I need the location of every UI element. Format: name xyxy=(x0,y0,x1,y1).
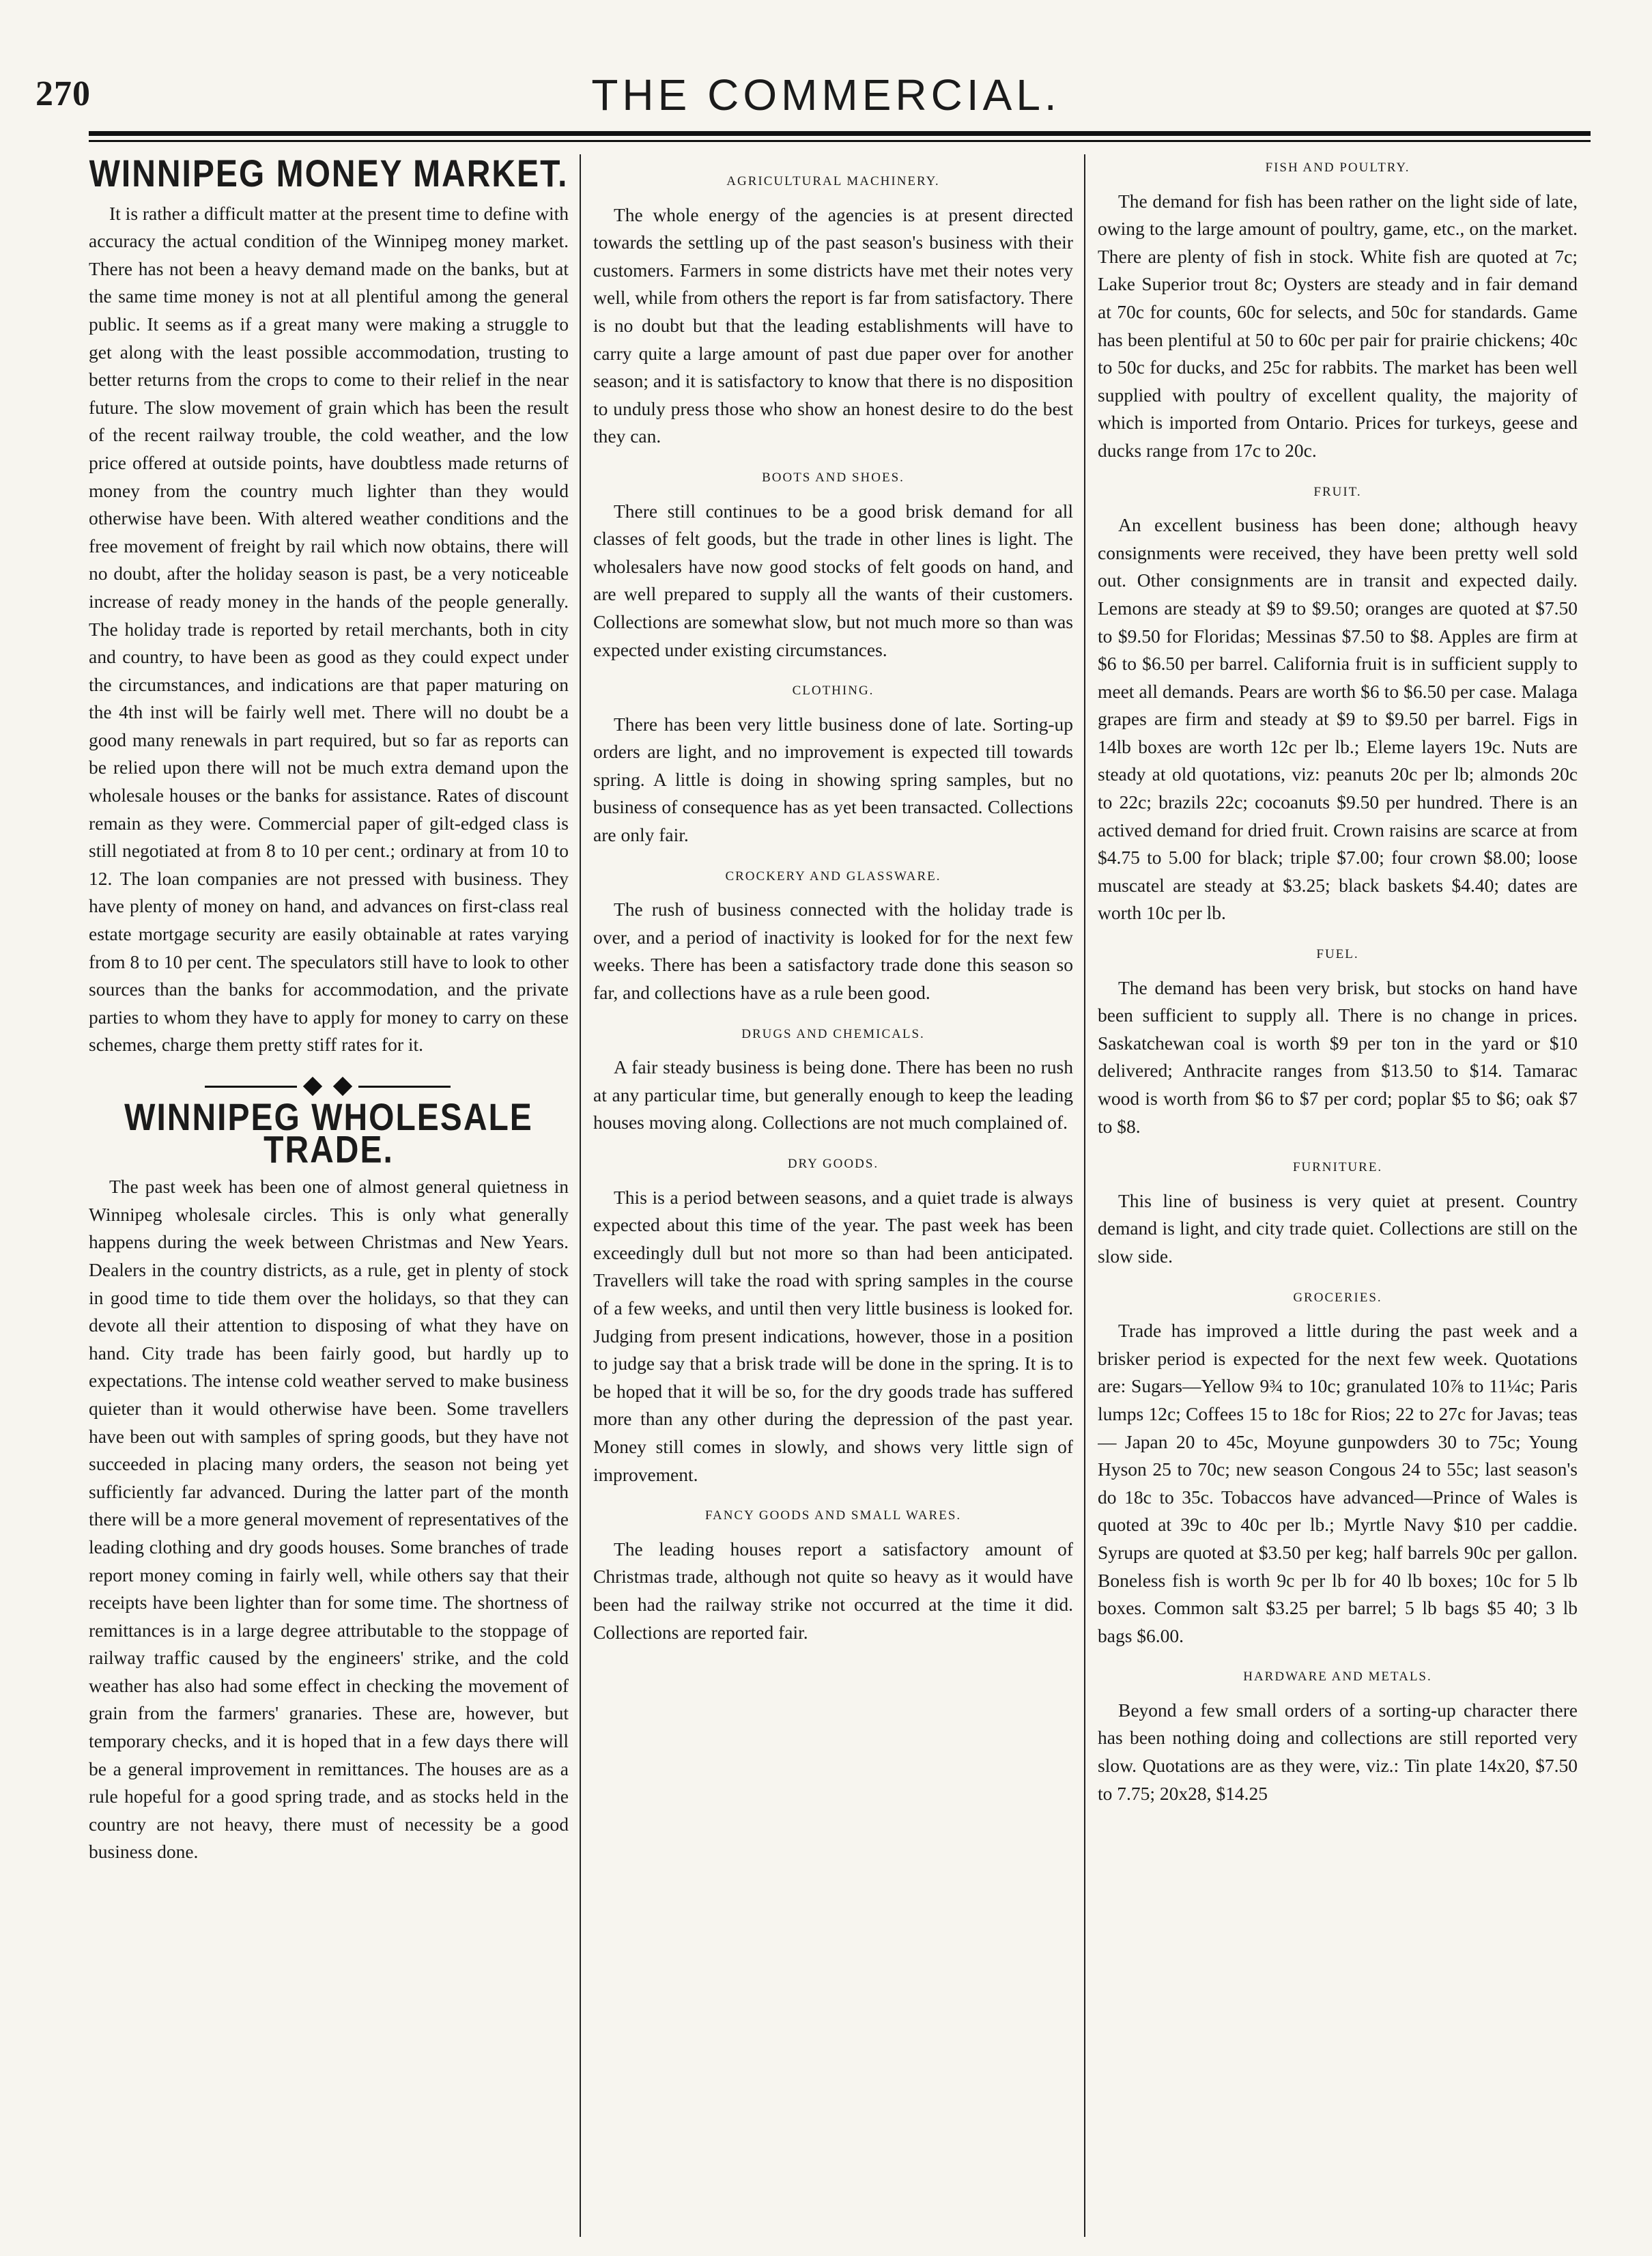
section-body-fancy-goods: The leading houses report a satisfactory amount of Christmas trade, although not quite so heavy as it would have been had the railway strike not occurred at the time it did. Collections are reported fair. xyxy=(593,1538,1073,1643)
section-heading-crockery: CROCKERY AND GLASSWARE. xyxy=(725,869,941,884)
section-body-dry-goods: This is a period between seasons, and a quiet trade is always expected about this time of the year. The past week has been exceedingly dull but not more so than had been anticipated. Travellers will take the road with spring samples in the course of a few weeks, and until then very little business is looked for. Judging from present indications, however, those in a position to judge say that a brisk trade will be done in the spring. It is to be hoped that it will be so, for the dry goods trade has suffered more than any other during the depression of the past year. Money still comes in slowly, and shows very little sign of improvement. xyxy=(593,1186,1073,1485)
section-divider-ornament xyxy=(89,1073,569,1100)
page-header xyxy=(0,0,1652,137)
section-body-crockery: The rush of business connected with the holiday trade is over, and a period of inactivity is looked for for the next few weeks. There has been a satisfactory trade done this season so far, and collections have as a rule been good. xyxy=(593,899,1073,1004)
section-heading-furniture: FURNITURE. xyxy=(1292,1160,1383,1175)
section-heading-dry-goods: DRY GOODS. xyxy=(787,1157,879,1171)
section-body-clothing: There has been very little business done of late. Sorting-up orders are light, and no improvement is expected till towards spring. A little is doing in showing spring samples, but no business of consequence has as yet been transacted. Collections are only fair. xyxy=(593,713,1073,846)
section-body-furniture: This line of business is very quiet at present. Country demand is light, and city trade quiet. Collections are still on the slow side. xyxy=(1098,1189,1578,1267)
wholesale-trade-title: WINNIPEG WHOLESALE TRADE. xyxy=(124,1097,533,1171)
wholesale-trade-intro: The past week has been one of almost general quietness in Winnipeg wholesale circles. This is only what generally happens during the week between Christmas and New Years. Dealers in the country districts, as a rule, get in plenty of stock in good time to tide them over the holidays, so that they can devote all their attention to disposing of what they have on hand. City trade has been fairly good, but hardly up to expectations. The intense cold weather served to make business quieter than it would otherwise have been. Some travellers have been out with samples of spring goods, but they have not succeeded in placing many orders, the season not being yet sufficiently far advanced. During the latter part of the month there will be a more general movement of representatives of the leading clothing and dry goods houses. Some branches of trade report money coming in fairly well, while others say that their receipts have been lighter than for some time. The shortness of remittances is in a large degree attributable to the stoppage of railway traffic caused by the engineers' strike, and the cold weather has also had some effect in checking the movement of grain from the farmers' granaries. These are, however, but temporary checks, and it is hoped that in a few days there will be a general improvement in remittances. The houses are as a rule hopeful for a good spring trade, and as stocks held in the country are not heavy, there must of necessity be a good business done. xyxy=(89,1176,569,1863)
column-rule-2 xyxy=(1084,154,1085,2237)
section-heading-agricultural-machinery: AGRICULTURAL MACHINERY. xyxy=(726,174,940,188)
header-rule-thick xyxy=(89,131,1591,136)
section-body-fruit: An excellent business has been done; although heavy consignments were received, they have been pretty well sold out. Other consignments are in transit and expected daily. Lemons are steady at $9 to $9.50; oranges are quoted at $7.50 to $9.50 for Floridas; Messinas $7.50 to $8. Apples are firm at $6 to $6.50 per barrel. California fruit is in sufficient supply to meet all demands. Pears are worth $6 to $6.50 per case. Malaga grapes are firm and steady at $9 to $9.50 per barrel. Figs in 14lb boxes are worth 12c per lb.; Eleme layers 19c. Nuts are steady at old quotations, viz: peanuts 20c per lb; almonds 20c to 22c; brazils 22c; cocoanuts $9.50 per hundred. There is an actived demand for dried fruit. Crown raisins are scarce at from $4.75 to 5.00 for black; triple $7.00; four crown $8.00; loose muscatel are steady at $3.25; black baskets $4.40; dates are worth 10c per lb. xyxy=(1098,514,1578,924)
section-heading-fuel: FUEL. xyxy=(1316,947,1359,962)
section-heading-fruit: FRUIT. xyxy=(1313,484,1362,499)
section-body-agricultural-machinery: The whole energy of the agencies is at present directed towards the settling up of the past season's business with their customers. Farmers in some districts have met their notes very well, while from others the report is far from satisfactory. There is no doubt but that the leading establishments will have to carry quite a large amount of past due paper over for another season; and it is satisfactory to know that there is no disposition to unduly press those who show an honest desire to do the best they can. xyxy=(593,203,1073,447)
section-heading-drugs: DRUGS AND CHEMICALS. xyxy=(741,1026,925,1041)
header-rule-thin xyxy=(89,140,1591,142)
section-heading-hardware: HARDWARE AND METALS. xyxy=(1243,1669,1432,1684)
section-heading-groceries: GROCERIES. xyxy=(1293,1290,1382,1305)
section-body-fuel: The demand has been very brisk, but stocks on hand have been sufficient to supply all. There is no change in prices. Saskatchewan coal is worth $9 per ton in the yard or $10 delivered; Anthracite ranges from $13.50 to $14. Tamarac wood is worth from $6 to $7 per cord; poplar $5 to $6; oak $7 to $8. xyxy=(1098,976,1578,1137)
column-1 xyxy=(89,154,569,2237)
section-heading-fancy-goods: FANCY GOODS AND SMALL WARES. xyxy=(704,1508,962,1523)
section-heading-clothing: CLOTHING. xyxy=(792,683,874,699)
page-number: 270 xyxy=(35,74,91,113)
section-body-drugs: A fair steady business is being done. There has been no rush at any particular time, but generally enough to keep the leading houses moving along. Collections are not much complained of. xyxy=(593,1056,1073,1133)
masthead-title: THE COMMERCIAL. xyxy=(591,70,1061,119)
column-2 xyxy=(593,154,1073,2237)
section-body-boots-shoes: There still continues to be a good brisk demand for all classes of felt goods, but the trade in other lines is light. The wholesalers have now good stocks of felt goods on hand, and are well prepared to supply all the wants of their customers. Collections are somewhat slow, but not much more so than was expected under existing circumstances. xyxy=(593,500,1073,660)
section-heading-fish-poultry: FISH AND POULTRY. xyxy=(1265,160,1410,175)
column-rule-1 xyxy=(580,154,581,2237)
section-body-fish-poultry: The demand for fish has been rather on the light side of late, owing to the large amount of poultry, game, etc., on the market. There are plenty of fish in stock. White fish are quoted at 7c; Lake Superior trout 8c; Oysters are steady and in fair demand at 70c for counts, 60c for selects, and 50c for standards. Game has been plentiful at 50 to 60c per pair for prairie chickens; 40c to 50c for ducks, and 25c for rabbits. The market has been well supplied with poultry of excellent quality, the majority of which is imported from Ontario. Prices for turkeys, geese and ducks range from 17c to 20c. xyxy=(1098,190,1578,461)
money-market-title: WINNIPEG MONEY MARKET. xyxy=(89,154,569,195)
section-heading-boots-shoes: BOOTS AND SHOES. xyxy=(762,470,905,485)
section-body-groceries: Trade has improved a little during the past week and a brisker period is expected for the next few week. Quotations are: Sugars—Yellow 9¾ to 10c; granulated 10⅞ to 11¼c; Paris lumps 12c; Coffees 15 to 18c for Rios; 22 to 27c for Javas; teas — Japan 20 to 45c, Moyune gunpowders 30 to 75c; Young Hyson 25 to 70c; new season Congous 24 to 55c; last season's do 18c to 35c. Tobaccos have advanced—Prince of Wales is quoted at 39c to 40c per lb.; Myrtle Navy $10 per caddie. Syrups are quoted at $3.50 per keg; half barrels 90c per gallon. Boneless fish is worth 9c per lb for 40 lb boxes; 10c for 5 lb boxes. Common salt $3.25 per barrel; 5 lb bags $5 40; 3 lb bags $6.00. xyxy=(1098,1320,1578,1646)
column-3 xyxy=(1098,154,1578,2237)
money-market-body: It is rather a difficult matter at the present time to define with accuracy the actual condition of the Winnipeg money market. There has not been a heavy demand made on the banks, but at the same time money is not at all plentiful among the general public. It seems as if a great many were making a struggle to get along with the least possible accommodation, trusting to better returns from the crops to come to their relief in the near future. The slow movement of grain which has been the result of the recent railway trouble, the cold weather, and the low price offered at outside points, have doubtless made returns of money from the country much lighter than they would otherwise have been. With altered weather conditions and the free movement of freight by rail which now obtains, there will no doubt, after the holiday season is past, be a very noticeable increase of ready money in the hands of the people generally. The holiday trade is reported by retail merchants, both in city and country, to have been as good as they could expect under the circumstances, and indications are that paper maturing on the 4th inst will be fairly well met. There will no doubt be a good many renewals in part required, but so far as reports can be relied upon there will not be much extra demand upon the wholesale houses or the banks for assistance. Rates of discount remain as they were. Commercial paper of gilt-edged class is still negotiated at from 8 to 10 per cent.; ordinary at from 10 to 12. The loan companies are not pressed with business. They have plenty of money on hand, and advances on first-class real estate mortgage security are easily obtainable at rates varying from 8 to 10 per cent. The speculators still have to look to other sources than the banks for accommodation, and the private parties to whom they have to apply for money to carry on these schemes, charge them pretty stiff rates for it. xyxy=(89,202,569,1056)
section-body-hardware: Beyond a few small orders of a sorting-up character there has been nothing doing and collections are still reported very slow. Quotations are as they were, viz.: Tin plate 14x20, $7.50 to 7.75; 20x28, $14.25 xyxy=(1098,1699,1578,1804)
